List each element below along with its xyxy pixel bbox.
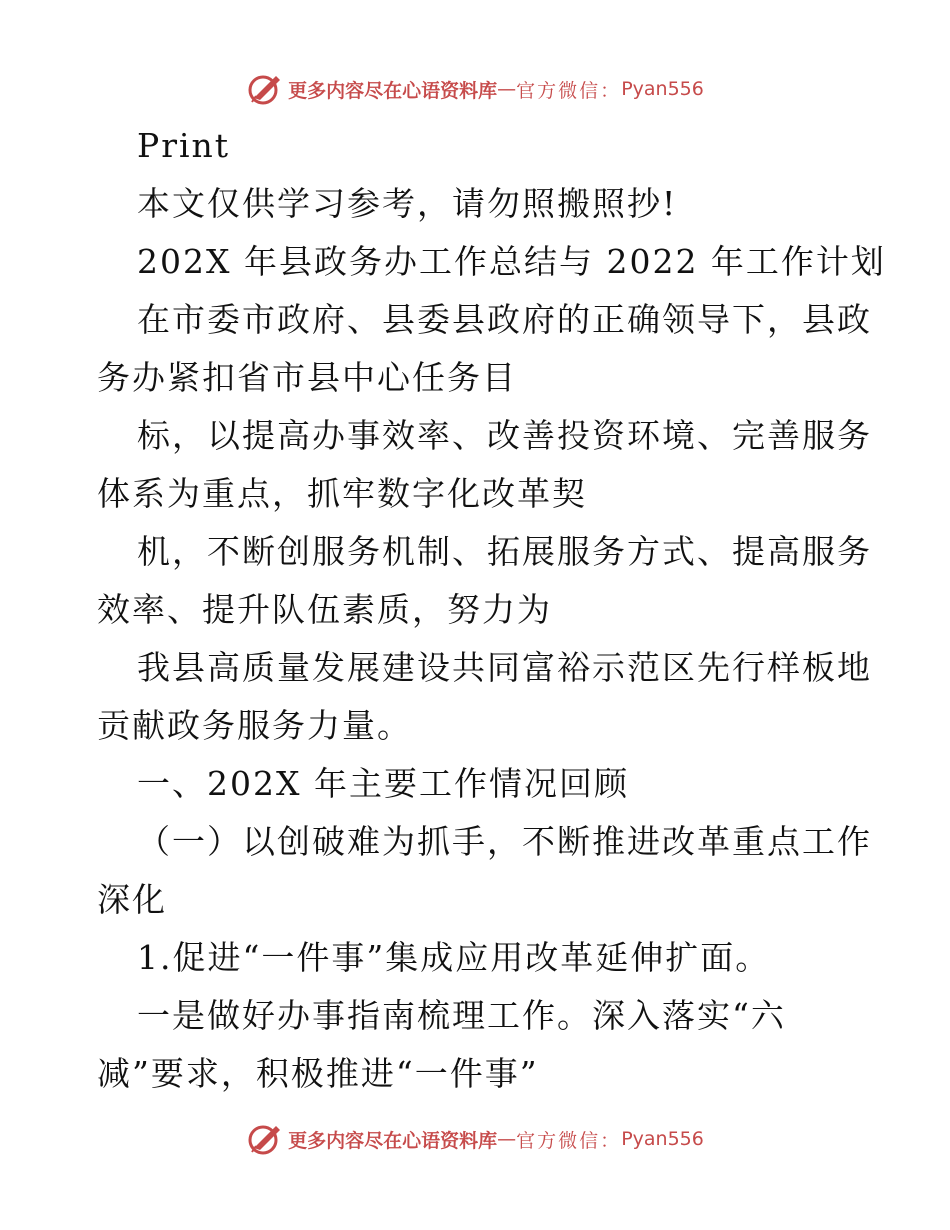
text-line: 机，不断创服务机制、拓展服务方式、提高服务 — [137, 532, 872, 571]
text-line: 务办紧扣省市县中心任务目 — [97, 358, 517, 397]
feather-pen-logo-icon — [246, 72, 284, 106]
subsection-heading: （一）以创破难为抓手，不断推进改革重点工作 — [137, 822, 872, 861]
text-line: 贡献政务服务力量。 — [97, 706, 412, 745]
text-line: 标，以提高办事效率、改善投资环境、完善服务 — [137, 416, 872, 455]
document-body — [97, 117, 886, 1103]
header-watermark — [0, 72, 950, 106]
watermark-wechat-id: Pyan556 — [621, 1128, 704, 1150]
footer-watermark — [0, 1122, 950, 1156]
text-line: 体系为重点，抓牢数字化改革契 — [97, 474, 587, 513]
text-line: 减”要求，积极推进“一件事” — [97, 1054, 539, 1093]
text-line: 本文仅供学习参考，请勿照搬照抄! — [137, 184, 678, 223]
feather-pen-logo-icon — [246, 1122, 284, 1156]
text-line: 效率、提升队伍素质，努力为 — [97, 590, 552, 629]
watermark-aux-text: 官方微信： — [516, 79, 622, 102]
text-line: 深化 — [97, 880, 167, 919]
text-line: Print — [137, 126, 231, 165]
watermark-main-text: 更多内容尽在心语资料库 — [288, 1129, 498, 1152]
section-heading: 一、202X 年主要工作情况回顾 — [137, 764, 629, 803]
watermark-dash: — — [497, 1128, 517, 1150]
document-title: 202X 年县政务办工作总结与 2022 年工作计划 — [137, 242, 886, 281]
watermark-wechat-id: Pyan556 — [621, 78, 704, 100]
text-line: 一是做好办事指南梳理工作。深入落实“六 — [137, 996, 786, 1035]
text-line: 1.促进“一件事”集成应用改革延伸扩面。 — [137, 938, 771, 977]
watermark-main-text: 更多内容尽在心语资料库 — [288, 79, 498, 102]
watermark-dash: — — [497, 78, 517, 100]
watermark-aux-text: 官方微信： — [516, 1129, 622, 1152]
text-line: 我县高质量发展建设共同富裕示范区先行样板地 — [137, 648, 872, 687]
text-line: 在市委市政府、县委县政府的正确领导下，县政 — [137, 300, 872, 339]
